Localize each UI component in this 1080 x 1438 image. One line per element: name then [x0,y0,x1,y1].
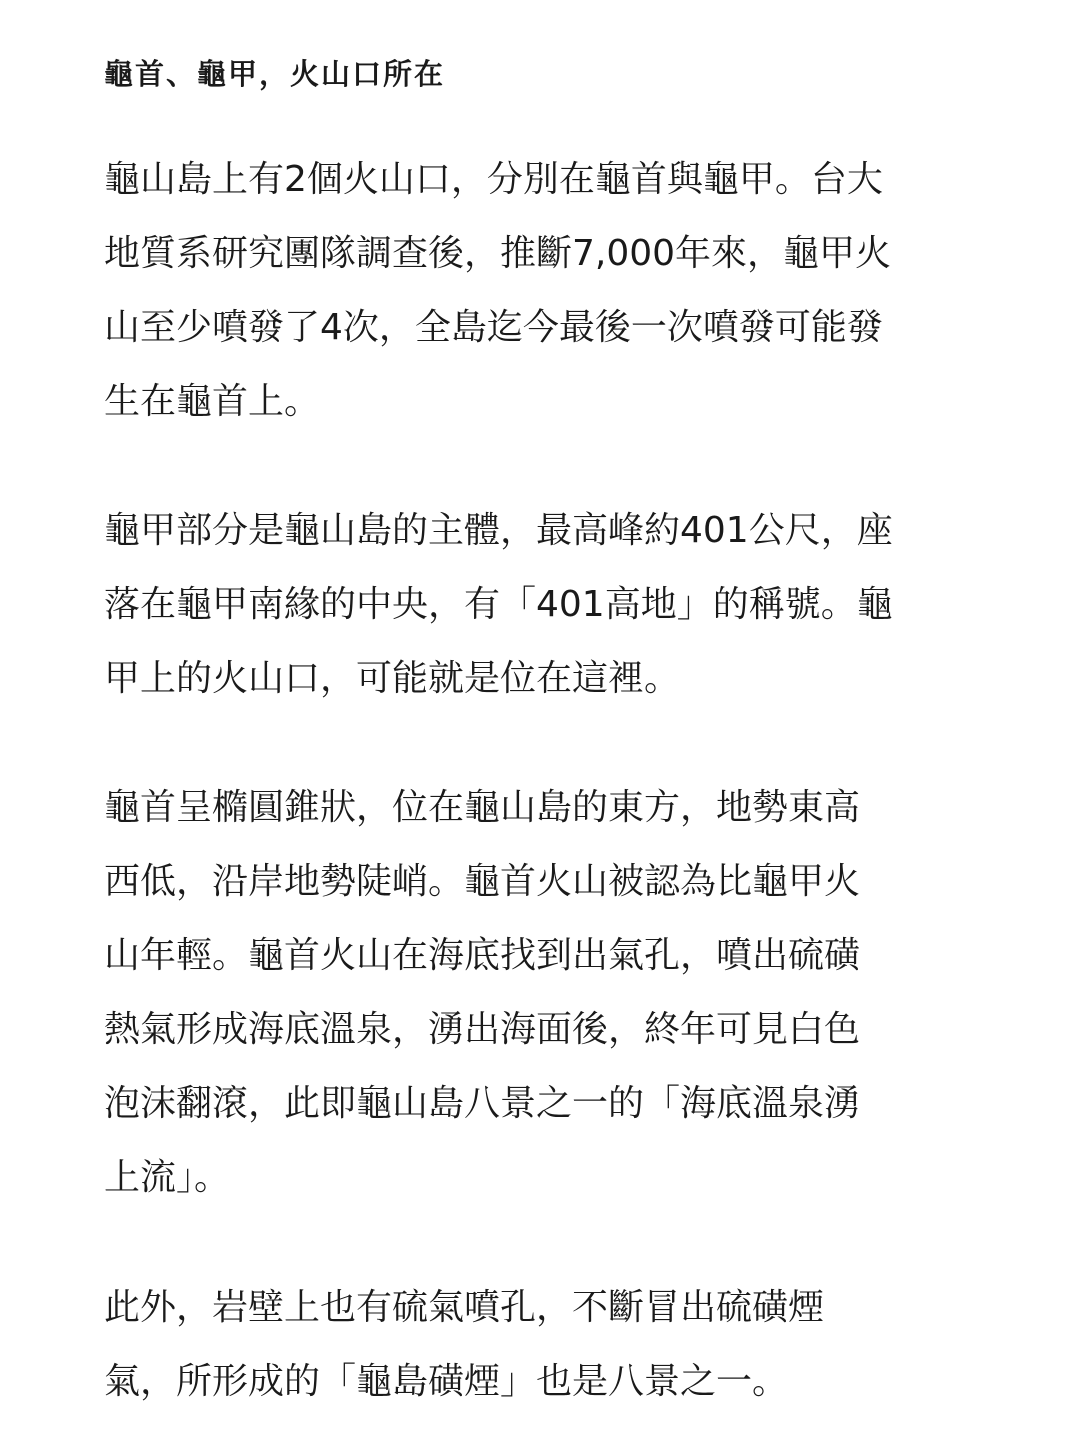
paragraph-line: 山年輕。龜首火山在海底找到出氣孔，噴出硫磺 [104,935,861,976]
paragraph-line: 生在龜首上。 [104,381,321,422]
paragraph-sulfur-vents [104,1271,984,1419]
paragraph-line: 山至少噴發了4次，全島迄今最後一次噴發可能發 [104,307,883,348]
paragraph-line: 龜山島上有2個火山口，分別在龜首與龜甲。台大 [104,159,883,200]
paragraph-line: 泡沫翻滾，此即龜山島八景之一的「海底溫泉湧 [104,1083,861,1124]
paragraph-turtle-shell [104,494,984,716]
paragraph-line: 氣，所形成的「龜島磺煙」也是八景之一。 [104,1361,789,1402]
paragraph-line: 龜首呈橢圓錐狀，位在龜山島的東方，地勢東高 [104,787,861,828]
paragraph-line: 落在龜甲南緣的中央，有「401高地」的稱號。龜 [104,584,893,625]
paragraph-line: 熱氣形成海底溫泉，湧出海面後，終年可見白色 [104,1009,861,1050]
paragraph-turtle-head [104,771,984,1215]
paragraph-line: 甲上的火山口，可能就是位在這裡。 [104,658,681,699]
paragraph-line: 西低，沿岸地勢陡峭。龜首火山被認為比龜甲火 [104,861,861,902]
section-heading: 龜首、龜甲，火山口所在 [104,57,446,91]
paragraph-craters-overview [104,143,984,439]
paragraph-line: 地質系研究團隊調查後，推斷7,000年來，龜甲火 [104,233,892,274]
paragraph-line: 此外，岩壁上也有硫氣噴孔，不斷冒出硫磺煙 [104,1287,825,1328]
paragraph-line: 上流」。 [104,1157,231,1198]
paragraph-line: 龜甲部分是龜山島的主體，最高峰約401公尺，座 [104,510,893,551]
